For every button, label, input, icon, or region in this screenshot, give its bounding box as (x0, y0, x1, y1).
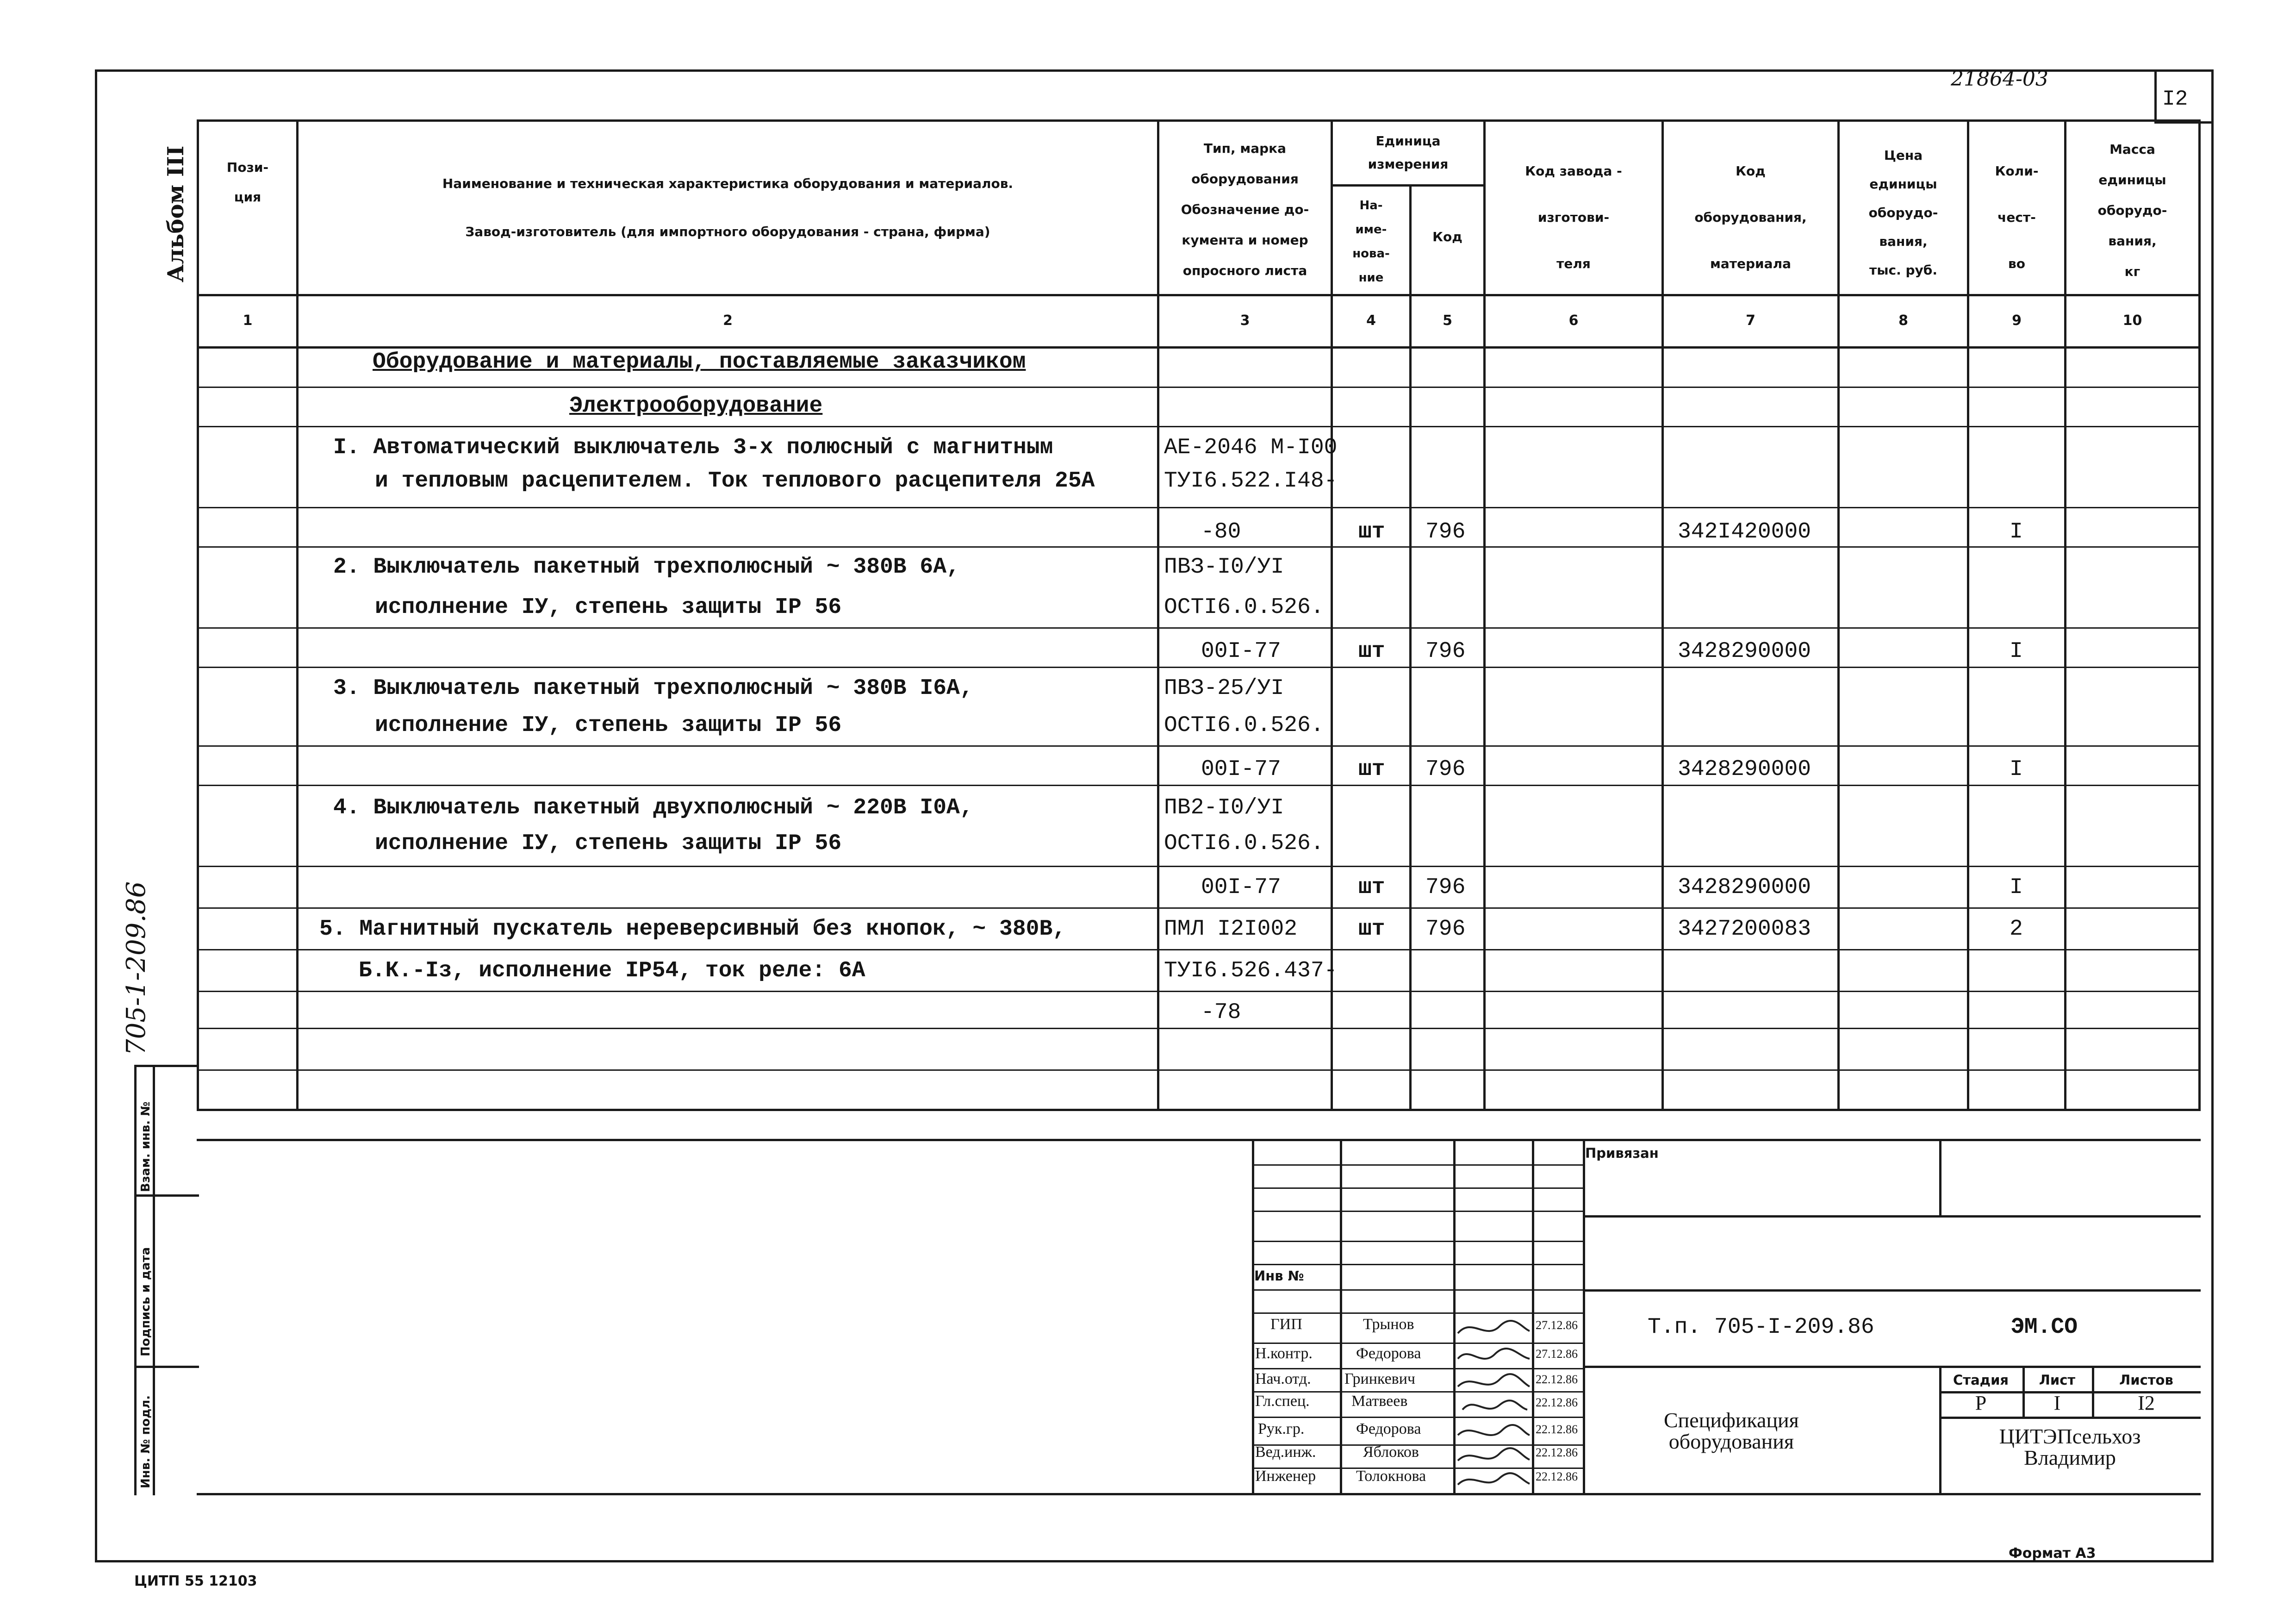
section-heading: Оборудование и материалы, поставляемые заказчиком (373, 350, 1026, 375)
row-sep (197, 866, 2201, 867)
tb-row (1252, 1164, 1583, 1166)
row-sep (197, 991, 2201, 992)
role: Рук.гр. (1258, 1420, 1305, 1437)
person-name: Толокнова (1356, 1468, 1426, 1485)
item-unit: шт (1358, 519, 1385, 544)
tb-attach-bottom (1583, 1215, 2201, 1218)
col-line-0 (197, 119, 199, 1110)
item-name: исполнение IУ, степень защиты IP 56 (375, 713, 842, 738)
person-name: Яблоков (1363, 1443, 1419, 1461)
sheet-box-left (2154, 69, 2157, 123)
frame-left (95, 69, 97, 1560)
stamp-mid (153, 1065, 155, 1495)
sheets-value: I2 (2138, 1392, 2155, 1414)
row-sep (197, 507, 2201, 508)
tb-col-3 (1532, 1139, 1534, 1495)
org-name: ЦИТЭПсельхоз Владимир (1999, 1424, 2141, 1469)
row-sep (197, 907, 2201, 909)
hdr-unit-name: На- име- нова- ние (1352, 199, 1390, 285)
col-num: 4 (1366, 312, 1376, 329)
item-unit-code: 796 (1425, 917, 1466, 942)
item-equip-code: 3428290000 (1678, 875, 1811, 900)
subsection-heading: Электрооборудование (569, 394, 823, 418)
item-name: и тепловым расцепителем. Ток теплового расцепителя 25А (375, 468, 1095, 493)
tb-row (1252, 1211, 1583, 1212)
sheet-value: I (2053, 1392, 2061, 1414)
row-sep (197, 667, 2201, 668)
item-type: ПМЛ I2I002 (1164, 917, 1298, 942)
item-unit-code: 796 (1425, 519, 1466, 544)
sheets-label: Листов (2119, 1372, 2173, 1388)
role: Н.контр. (1255, 1345, 1313, 1362)
tb-stage-val (1939, 1417, 2201, 1419)
doc-mark: ЭМ.СО (2011, 1315, 2078, 1340)
col-num: 9 (2012, 312, 2022, 329)
item-name: 5. Магнитный пускатель нереверсивный без кнопок, ~ 380В, (319, 917, 1066, 942)
tb-col-4 (1583, 1139, 1585, 1495)
row-sep (197, 387, 2201, 388)
item-type: ТУI6.526.437- (1164, 958, 1338, 983)
item-unit-code: 796 (1425, 757, 1466, 782)
stamp-label-replace: Взам. инв. № (139, 1101, 153, 1192)
row-sep (197, 785, 2201, 786)
unit-sub-line (1331, 184, 1483, 187)
item-unit: шт (1358, 875, 1385, 900)
format-label: Формат А3 (2009, 1545, 2096, 1562)
person-name: Федорова (1356, 1345, 1421, 1362)
footer-left: ЦИТП 55 12103 (134, 1573, 257, 1589)
col-num: 7 (1746, 312, 1755, 329)
role: Вед.инж. (1255, 1443, 1316, 1461)
item-type: ОСТI6.0.526. (1164, 713, 1324, 738)
item-type: ПВЗ-25/УI (1164, 676, 1284, 701)
tb-row (1252, 1312, 1583, 1314)
signature-scribble (1458, 1321, 1530, 1333)
item-name: Б.К.-Iз, исполнение IP54, ток реле: 6А (359, 958, 865, 983)
hdr-name: Наименование и техническая характеристика оборудования и материалов. Завод-изготовитель (для импортного оборудования - страна, фирма) (442, 176, 1014, 239)
signature-scribble (1458, 1349, 1530, 1359)
item-qty: I (2010, 639, 2023, 664)
signature-scribble (1458, 1425, 1530, 1435)
hdr-price: Цена единицы оборудо- вания, тыс. руб. (1868, 148, 1938, 278)
hdr-factory-code: Код завода - изготови- теля (1525, 163, 1622, 271)
tb-top (1252, 1139, 2201, 1141)
sheet-label: Лист (2039, 1372, 2076, 1388)
row-sep (197, 1028, 2201, 1029)
role: Гл.спец. (1255, 1393, 1310, 1410)
item-unit: шт (1358, 757, 1385, 782)
tb-inv-label: Инв № (1254, 1268, 1304, 1284)
album-label: Альбом III (163, 145, 189, 282)
frame-bottom (95, 1560, 2214, 1562)
item-name: 3. Выключатель пакетный трехполюсный ~ 380В I6А, (333, 676, 973, 701)
tb-row (1252, 1368, 1583, 1369)
stage-label: Стадия (1953, 1372, 2009, 1388)
person-name: Трынов (1363, 1316, 1414, 1333)
item-type: ОСТI6.0.526. (1164, 595, 1324, 620)
role: Нач.отд. (1255, 1370, 1311, 1387)
tb-attached-label: Привязан (1585, 1145, 1659, 1161)
item-name: 4. Выключатель пакетный двухполюсный ~ 220В I0А, (333, 795, 973, 820)
signature-scribble (1458, 1374, 1530, 1387)
item-type: ТУI6.522.I48- (1164, 468, 1338, 493)
tb-left (1252, 1139, 1254, 1495)
sign-date: 27.12.86 (1536, 1318, 1578, 1332)
doc-title: Спецификация оборудования (1664, 1408, 1799, 1453)
stamp-label-signature: Подпись и дата (139, 1247, 153, 1356)
sign-date: 22.12.86 (1536, 1446, 1578, 1459)
stage-value: Р (1975, 1392, 1987, 1414)
frame-top (95, 69, 2214, 72)
row-sep (197, 627, 2201, 629)
person-name: Федорова (1356, 1420, 1421, 1437)
col-num: 2 (723, 312, 733, 329)
sign-date: 22.12.86 (1536, 1470, 1578, 1483)
row-sep (197, 1069, 2201, 1071)
item-name: исполнение IУ, степень защиты IP 56 (375, 595, 842, 620)
item-unit: шт (1358, 639, 1385, 664)
col-num: 5 (1443, 312, 1452, 329)
signature-scribble (1462, 1400, 1527, 1410)
item-name: исполнение IУ, степень защиты IP 56 (375, 831, 842, 856)
row-sep (197, 426, 2201, 427)
sign-date: 27.12.86 (1536, 1347, 1578, 1361)
item-equip-code: 342I420000 (1678, 519, 1811, 544)
item-equip-code: 3428290000 (1678, 757, 1811, 782)
signature-scribble (1458, 1448, 1530, 1461)
signature-scribbles (1453, 1312, 1532, 1493)
col-num: 8 (1898, 312, 1908, 329)
top-number: 21864-03 (1951, 67, 2048, 91)
side-code: 705-1-209.86 (121, 881, 151, 1056)
sign-date: 22.12.86 (1536, 1373, 1578, 1386)
table-top (197, 119, 2201, 122)
hdr-equip-code: Код оборудования, материала (1694, 163, 1807, 271)
item-qty: I (2010, 757, 2023, 782)
item-type: -78 (1201, 1000, 1241, 1025)
stamp-label-inv: Инв. № подл. (139, 1395, 153, 1488)
item-qty: I (2010, 519, 2023, 544)
item-type: АЕ-2046 М-I00 (1164, 435, 1338, 460)
person-name: Гринкевич (1344, 1370, 1416, 1387)
frame-right (2211, 69, 2214, 1560)
item-qty: I (2010, 875, 2023, 900)
col-line-10 (2198, 119, 2201, 1110)
hdr-unit-code: Код (1432, 229, 1462, 244)
table-bottom (197, 1109, 2201, 1111)
item-type: -80 (1201, 519, 1241, 544)
role: ГИП (1270, 1316, 1302, 1333)
item-name: I. Автоматический выключатель 3-х полюсный с магнитным (333, 435, 1053, 460)
tb-row (1252, 1187, 1583, 1189)
tb-bottom (197, 1493, 2201, 1495)
item-equip-code: 3427200083 (1678, 917, 1811, 942)
tb-row (1252, 1241, 1583, 1242)
col-num: 3 (1240, 312, 1250, 329)
role: Инженер (1255, 1468, 1316, 1485)
signature-scribble (1458, 1473, 1530, 1485)
hdr-type: Тип, марка оборудования Обозначение до- кумента и номер опросного листа (1181, 141, 1309, 278)
row-sep (197, 546, 2201, 548)
tb-attach-split (1939, 1139, 1941, 1218)
tb-row (1252, 1417, 1583, 1418)
person-name: Матвеев (1351, 1393, 1408, 1410)
item-type: 00I-77 (1201, 639, 1281, 664)
col-num: 6 (1568, 312, 1579, 329)
stamp-sep1 (134, 1194, 199, 1197)
item-name: 2. Выключатель пакетный трехполюсный ~ 380В 6А, (333, 555, 960, 580)
hdr-position: Пози- ция (226, 160, 269, 205)
row-sep (197, 745, 2201, 747)
tb-code-top (1583, 1289, 2201, 1292)
header-bottom (197, 294, 2201, 296)
item-unit-code: 796 (1425, 639, 1466, 664)
item-type: ОСТI6.0.526. (1164, 831, 1324, 856)
item-type: ПВ2-I0/УI (1164, 795, 1284, 820)
stamp-left (134, 1065, 137, 1495)
row-sep (197, 949, 2201, 950)
stamp-top (134, 1065, 199, 1067)
tb-row (1252, 1289, 1583, 1291)
numbers-bottom (197, 346, 2201, 349)
hdr-mass: Масса единицы оборудо- вания, кг (2097, 142, 2167, 279)
item-unit-code: 796 (1425, 875, 1466, 900)
item-type: 00I-77 (1201, 757, 1281, 782)
hdr-unit: Единица измерения (1368, 133, 1449, 172)
sign-date: 22.12.86 (1536, 1396, 1578, 1409)
col-num: 10 (2122, 312, 2142, 329)
item-type: 00I-77 (1201, 875, 1281, 900)
item-type: ПВЗ-I0/УI (1164, 555, 1284, 580)
stamp-sep2 (134, 1366, 199, 1368)
col-num: 1 (243, 312, 253, 329)
doc-code: Т.п. 705-I-209.86 (1648, 1315, 1874, 1340)
item-unit: шт (1358, 917, 1385, 942)
item-qty: 2 (2010, 917, 2023, 942)
hdr-qty: Коли- чест- во (1995, 163, 2039, 271)
tb-col-1 (1340, 1139, 1342, 1495)
sheet-number: I2 (2162, 87, 2188, 111)
tb-row (1252, 1343, 1583, 1344)
col-line-1 (296, 119, 299, 1110)
item-equip-code: 3428290000 (1678, 639, 1811, 664)
sign-date: 22.12.86 (1536, 1423, 1578, 1436)
